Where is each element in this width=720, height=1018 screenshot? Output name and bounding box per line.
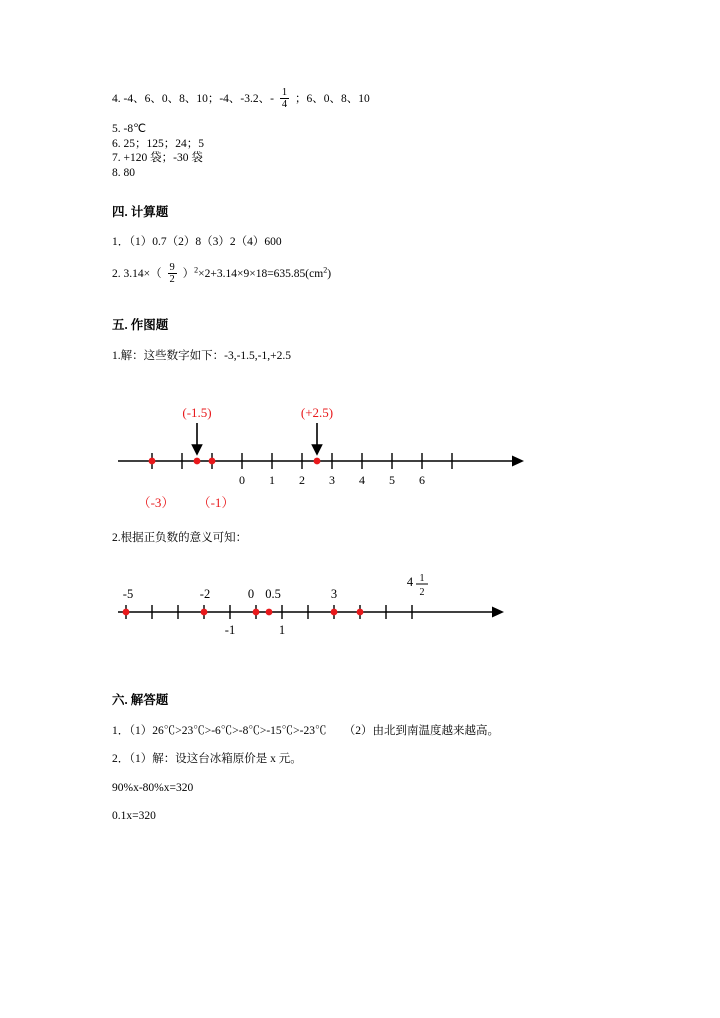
tick-label-2: 2 xyxy=(299,473,305,488)
section-five-item-2: 2.根据正负数的意义可知： xyxy=(112,532,248,545)
fraction-nine-halves xyxy=(168,262,177,285)
tick-label-5: 5 xyxy=(389,473,395,488)
section-heading-six: 六. 解答题 xyxy=(112,692,169,707)
label-mixed-four-and-half xyxy=(407,573,428,598)
svg-text:4: 4 xyxy=(406,574,414,589)
item-2-mid: ） xyxy=(182,267,195,280)
label-3: 3 xyxy=(330,586,338,601)
label-above-pos-2point5: (+2.5) xyxy=(300,405,334,421)
item-2-exponent: 2 xyxy=(194,264,199,274)
section-heading-four: 四. 计算题 xyxy=(112,205,169,220)
label-below-neg-1: （-1） xyxy=(197,495,235,510)
section-six-item-2-line2: 90%x-80%x=320 xyxy=(112,781,194,794)
item-2-suffix: ×2+3.14×9×18=635.85(cm xyxy=(198,267,324,280)
section-heading-five: 五. 作图题 xyxy=(112,317,169,332)
label-neg-1: -1 xyxy=(224,622,236,637)
number-line-1-svg xyxy=(112,389,532,509)
answer-item-7: 7. +120 袋；-30 袋 xyxy=(112,152,203,165)
fraction-denominator: 4 xyxy=(281,99,288,111)
answer-item-4-prefix: 4. -4、6、0、8、10；-4、-3.2、- xyxy=(112,93,274,106)
svg-text:1: 1 xyxy=(419,572,425,584)
number-line-figure-1 xyxy=(112,389,612,509)
tick-label-1: 1 xyxy=(269,473,275,488)
section-six-item-2: 2．（1）解：设这台冰箱原价是 x 元。 xyxy=(112,753,302,766)
document-content xyxy=(112,88,612,826)
item-2-unit-exponent: 2 xyxy=(323,264,328,274)
label-0: 0 xyxy=(247,586,255,601)
section-four-item-2 xyxy=(112,263,612,286)
fraction-numerator: 9 xyxy=(169,261,175,273)
svg-text:2: 2 xyxy=(419,586,425,598)
tick-label-6: 6 xyxy=(419,473,425,488)
item-2-end: ) xyxy=(327,267,332,280)
label-neg-2: -2 xyxy=(199,586,211,601)
fraction-denominator: 2 xyxy=(169,273,175,285)
section-five-item-1: 1.解：这些数字如下：-3,-1.5,-1,+2.5 xyxy=(112,349,291,362)
label-above-neg-1point5: (-1.5) xyxy=(182,405,212,421)
section-four-item-1: 1．（1）0.7（2）8（3）2（4）600 xyxy=(112,236,282,249)
label-neg-5: -5 xyxy=(122,586,134,601)
number-line-2-svg xyxy=(112,564,532,654)
label-below-neg-3: （-3） xyxy=(137,495,175,510)
tick-label-0: 0 xyxy=(239,473,245,488)
tick-label-3: 3 xyxy=(329,473,335,488)
item-2-prefix: 2. 3.14×（ xyxy=(112,267,162,280)
callout-arrows xyxy=(193,423,322,454)
answer-item-8: 8. 80 xyxy=(112,166,135,179)
section-six-item-1: 1．（1）26℃>23℃>-6℃>-8℃>-15℃>-23℃ （2）由北到南温度越来越高。 xyxy=(112,724,499,737)
section-six-item-2-line3: 0.1x=320 xyxy=(112,810,156,823)
answer-item-4 xyxy=(112,88,612,111)
fraction-one-quarter xyxy=(280,87,289,110)
answer-item-5: 5. -8℃ xyxy=(112,123,146,136)
number-line-figure-2 xyxy=(112,564,612,654)
label-0point5: 0.5 xyxy=(265,586,281,601)
label-1: 1 xyxy=(278,622,286,637)
answer-item-4-suffix: ；6、0、8、10 xyxy=(294,93,370,106)
answer-item-6: 6. 25；125；24；5 xyxy=(112,137,204,150)
fraction-numerator: 1 xyxy=(281,87,288,98)
tick-label-4: 4 xyxy=(359,473,365,488)
